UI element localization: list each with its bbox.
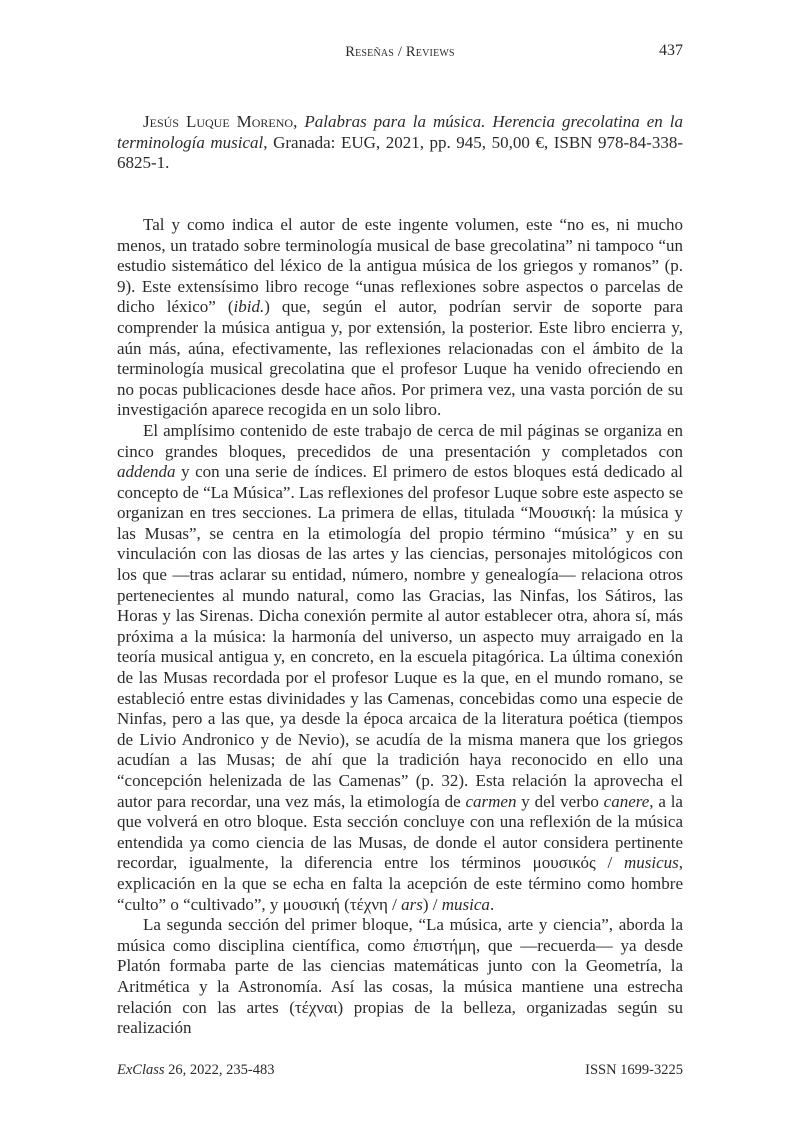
italic-term: canere [603,791,650,811]
book-citation [117,112,683,174]
text-run: El amplísimo contenido de este trabajo de cerca de mil páginas se organiza en cinco grandes bloques, precedidos de una presentación y completados con [117,420,683,461]
body-paragraph [117,215,683,421]
italic-term: carmen [465,791,517,811]
italic-term: musicus [623,853,679,873]
italic-term: ibid. [233,297,265,317]
italic-term: musica [441,894,490,914]
italic-term: addenda [117,462,176,482]
text-run: y del verbo [516,791,604,811]
paragraphs [117,215,683,1039]
citation-details: , Granada: EUG, 2021, pp. 945, 50,00 €, ISBN 978-84-338-6825-1. [117,132,684,173]
italic-term: ars [401,894,423,914]
text-run: , a la que volverá en otro bloque. Esta sección concluye con una reflexión de la música entendida ya como ciencia de las Musas, de donde el autor considera pertinente recordar, igualmente, la diferencia entre los términos μουσικός / [117,791,683,873]
journal-reference [117,1062,275,1079]
citation-separator: , [293,112,305,131]
running-head [117,44,683,66]
text-run: ) que, según el autor, podrían servir de soporte para comprender la música antigua y, por extensión, la posterior. Este libro encierra y, aún más, aúna, efectivamente, las reflexiones relacionadas con el ámbito de la terminología musical grecolatina que el profesor Luque ha venido ofreciendo en no pocas publicaciones desde hace años. Por primera vez, una vasta porción de su investigación aparece recogida en un solo libro. [117,297,683,420]
body-paragraph [117,421,683,915]
text-run: , explicación en la que se echa en falta la acepción de este término como hombre “culto” o “cultivado”, y μουσική (τέχνη / [117,853,683,914]
citation-author: Jesús Luque Moreno [143,112,294,131]
spacer [117,194,683,215]
journal-volume: 26, 2022, 235-483 [164,1062,275,1078]
text-run: La segunda sección del primer bloque, “La música, arte y ciencia”, aborda la música como disciplina científica, como ἐπιστήμη, que —recuerda— ya desde Platón formaba parte de las ciencias matemáticas junto con la Geometría, la Aritmética y la Astronomía. Así las cosas, la música mantiene una estrecha relación con las artes (τέχναι) propias de la belleza, organizadas según su realización [117,915,683,1038]
running-title: Reseñas / Reviews [345,44,455,60]
citation-title: Palabras para la música. Herencia grecolatina en la terminología musical [117,112,684,152]
text-run: Tal y como indica el autor de este ingente volumen, este “no es, ni mucho menos, un tratado sobre terminología musical de base grecolatina” ni tampoco “un estudio sistemático del léxico de la antigua música de los griegos y romanos” (p. 9). Este extensísimo libro recoge “unas reflexiones sobre aspectos o parcelas de dicho léxico” ( [117,214,683,317]
text-run: ) / [422,894,442,914]
journal-issn: ISSN 1699-3225 [585,1062,683,1078]
body-paragraph [117,915,683,1039]
text-run: y con una serie de índices. El primero de estos bloques está dedicado al concepto de “La Música”. Las reflexiones del profesor Luque sobre este aspecto se organizan en tres secciones. La primera de ellas, titulada “Μουσική: la música y las Musas”, se centra en la etimología del propio término “música” y en su vinculación con las diosas de las artes y las ciencias, personajes mitológicos con los que —tras aclarar su entidad, número, nombre y genealogía— relaciona otros pertenecientes al mundo natural, como las Gracias, las Ninfas, los Sátiros, las Horas y las Sirenas. Dicha conexión permite al autor establecer otra, ahora sí, más próxima a la música: la harmonía del universo, un aspecto muy arraigado en la teoría musical antigua y, en concreto, en la escuela pitagórica. La última conexión de las Musas recordada por el profesor Luque es la que, en el mundo romano, se estableció entre estas divinidades y las Camenas, concebidas como una especie de Ninfas, pero a las que, ya desde la época arcaica de la literatura poética (tiempos de Livio Andronico y de Nevio), se acudía de la misma manera que los griegos acudían a las Musas; de ahí que la tradición haya reconocido en ello una “concepción helenizada de las Camenas” (p. 32). Esta relación la aprovecha el autor para recordar, una vez más, la etimología de [117,462,683,811]
review-body [117,112,683,1039]
page-number: 437 [659,42,683,59]
journal-name: ExClass [117,1062,165,1078]
text-run: . [489,894,495,914]
